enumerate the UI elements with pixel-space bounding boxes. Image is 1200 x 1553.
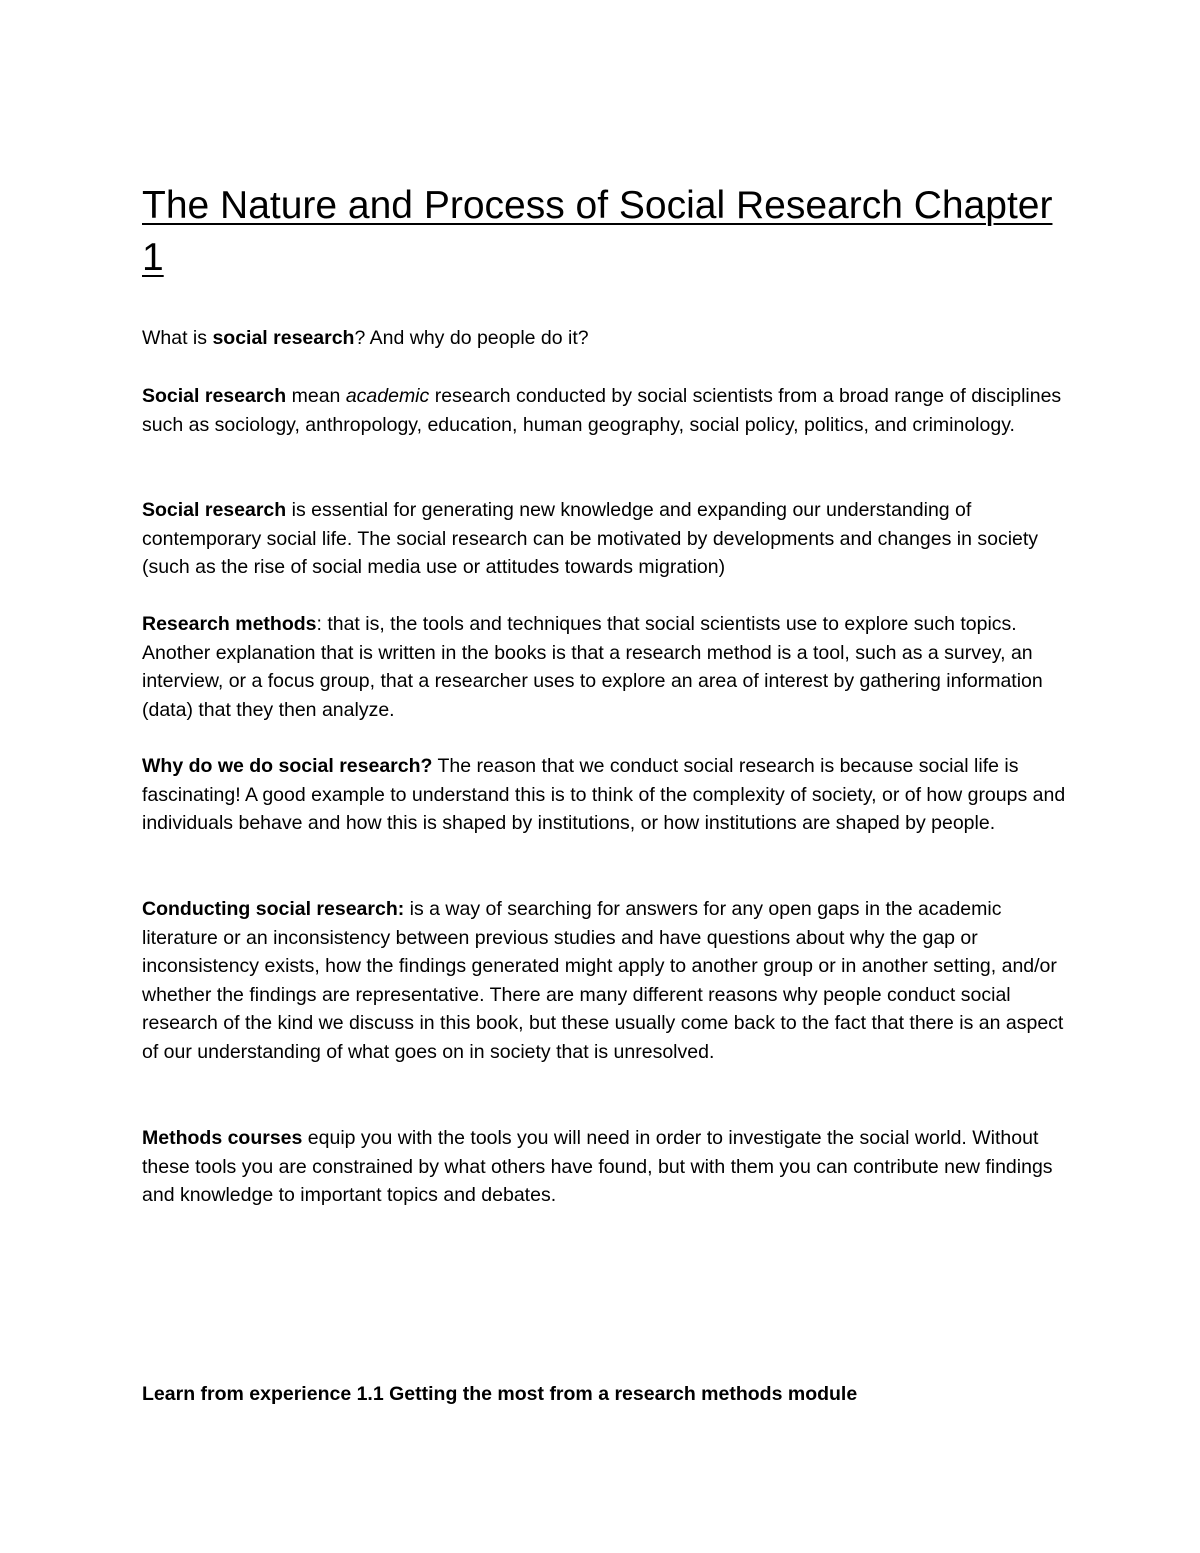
essential-text: is essential for generating new knowledge and expanding our understanding of contemporary social life. The social research can be motivated by developments and changes in society (such as the rise of social media use or attitudes towards migration)	[142, 499, 1039, 579]
question-bold-term: social research	[212, 327, 355, 349]
research-methods-text: : that is, the tools and techniques that social scientists use to explore such topics. Another explanation that is written in the books is that a research method is a tool, such as a survey, an interview, or a focus group, that a researcher uses to explore an area of interest by gathering information (data) that they then analyze.	[142, 613, 1043, 721]
social-research-term: Social research	[142, 385, 287, 407]
methods-courses-term: Methods courses	[142, 1127, 303, 1149]
conducting-research-text: is a way of searching for answers for any open gaps in the academic literature or an inconsistency between previous studies and have questions about why the gap or inconsistency exists, how the findings generated might apply to another group or in another setting, and/or whether the findings are representative. There are many different reasons why people conduct social research of the kind we discuss in this book, but these usually come back to the fact that there is an aspect of our understanding of what goes on in society that is unresolved.	[142, 898, 1064, 1063]
social-research-definition-paragraph	[142, 382, 1067, 439]
question-suffix: ? And why do people do it?	[354, 327, 589, 349]
research-methods-paragraph	[142, 610, 1067, 724]
intro-question	[142, 324, 1067, 353]
research-methods-term: Research methods	[142, 613, 317, 635]
why-research-text: The reason that we conduct social research is because social life is fascinating! A good example to understand this is to think of the complexity of society, or of how groups and individuals behave and how this is shaped by institutions, or how institutions are shaped by people.	[142, 755, 1066, 835]
definition-connector: mean	[286, 385, 346, 407]
why-research-paragraph	[142, 752, 1067, 838]
conducting-research-paragraph	[142, 895, 1067, 1067]
page-title: The Nature and Process of Social Research Chapter 1	[142, 184, 1053, 279]
question-prefix: What is	[142, 327, 213, 349]
social-research-essential-paragraph	[142, 496, 1067, 582]
social-research-term-2: Social research	[142, 499, 287, 521]
conducting-research-term: Conducting social research:	[142, 898, 405, 920]
methods-courses-paragraph	[142, 1124, 1067, 1210]
methods-courses-text: equip you with the tools you will need in order to investigate the social world. Without these tools you are constrained by what others have found, but with them you can contribute new findings and knowledge to important topics and debates.	[142, 1127, 1053, 1207]
academic-italic: academic	[345, 385, 430, 407]
learn-from-experience-heading: Learn from experience 1.1 Getting the most from a research methods module	[142, 1383, 858, 1405]
why-research-term: Why do we do social research?	[142, 755, 433, 777]
definition-text: research conducted by social scientists from a broad range of disciplines such as sociology, anthropology, education, human geography, social policy, politics, and criminology.	[142, 385, 1062, 436]
